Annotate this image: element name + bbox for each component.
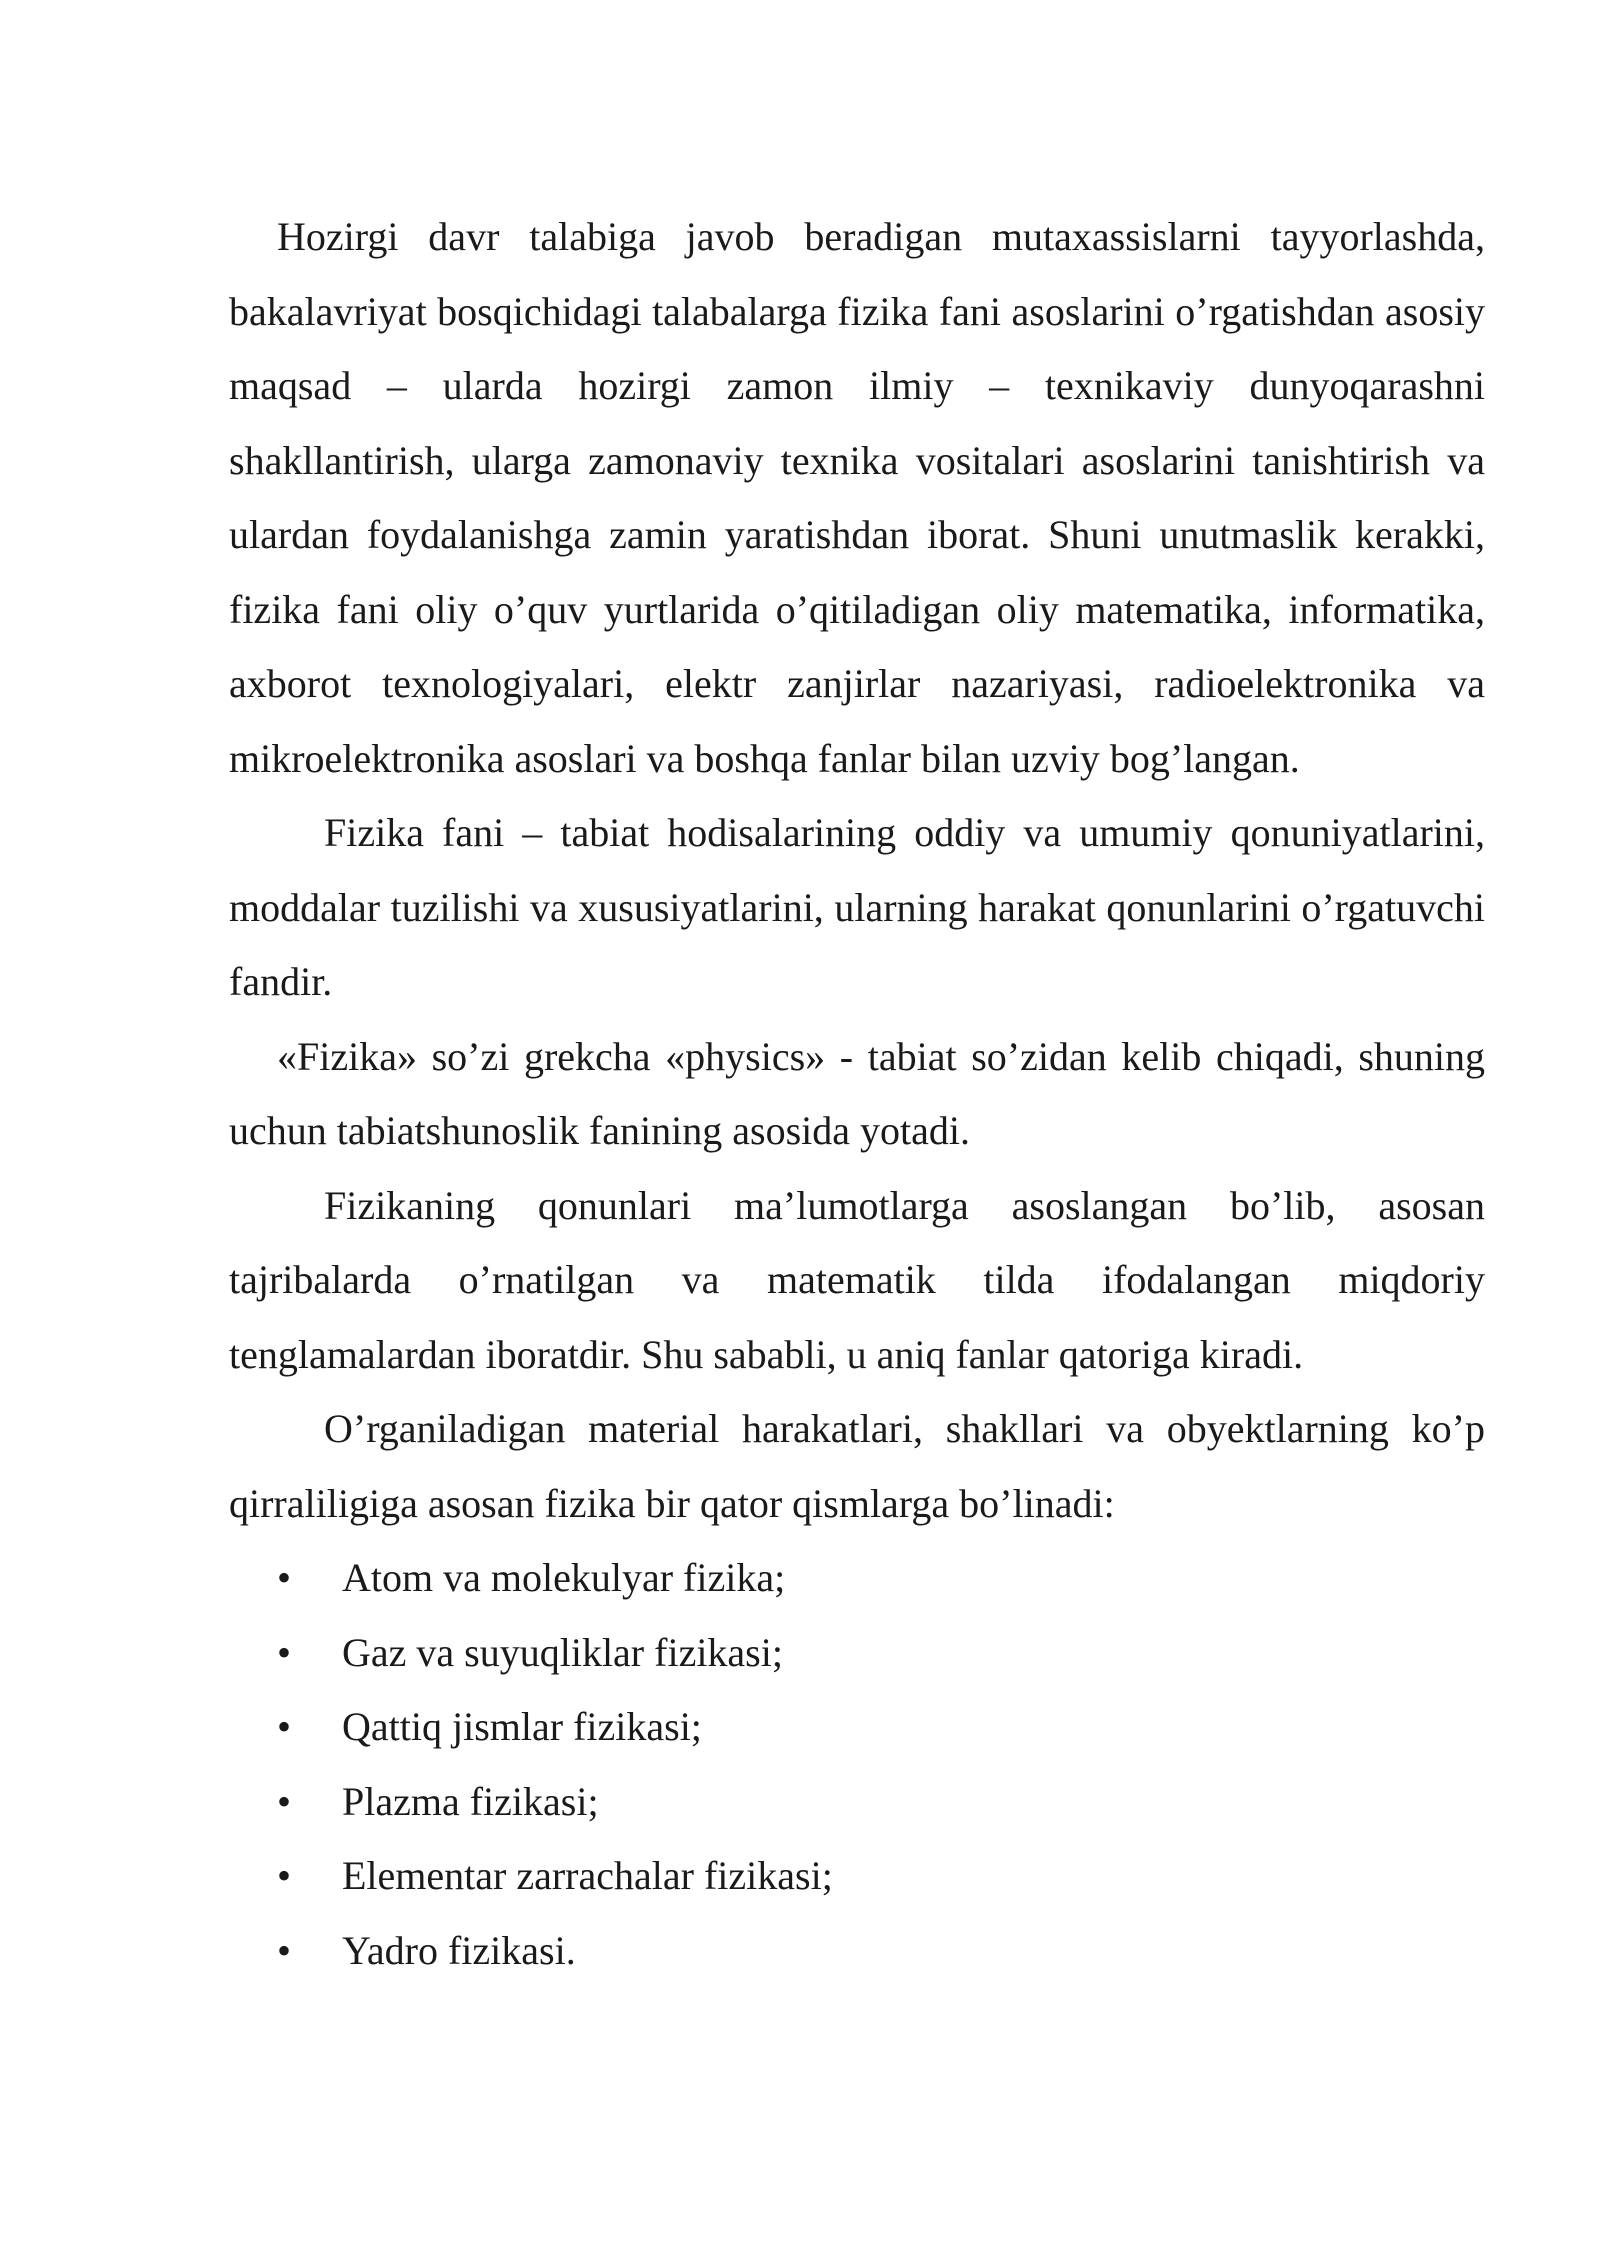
list-item [229,1839,1485,1914]
bullet-icon: • [277,1555,292,1600]
paragraph-intro: Hozirgi davr talabiga javob beradigan mutaxassislarni tayyorlashda, bakalavriyat bosqichidagi talabalarga fizika fani asoslarini o’rgatishdan asosiy maqsad – ularda hozirgi zamon ilmiy – texnikaviy dunyoqarashni shakllantirish, ularga zamonaviy texnika vositalari asoslarini tanishtirish va ulardan foydalanishga zamin yaratishdan iborat. Shuni unutmaslik kerakki, fizika fani oliy o’quv yurtlarida o’qitiladigan oliy matematika, informatika, axborot texnologiyalari, elektr zanjirlar nazariyasi, radioelektronika va mikroelektronika asoslari va boshqa fanlar bilan uzviy bog’langan. [229,214,1485,781]
paragraph-laws: Fizikaning qonunlari ma’lumotlarga asoslangan bo’lib, asosan tajribalarda o’rnatilgan va matematik tilda ifodalangan miqdoriy tenglamalardan iboratdir. Shu sababli, u aniq fanlar qatoriga kiradi. [229,1182,1485,1377]
paragraph-definition: Fizika fani – tabiat hodisalarining oddiy va umumiy qonuniyatlarini, moddalar tuzilishi va xususiyatlarini, ularning harakat qonunlarini o’rgatuvchi fandir. [229,810,1485,1004]
list-item-text: Atom va molekulyar fizika; [342,1555,786,1600]
physics-branches-list [229,1541,1485,1988]
list-item-text: Elementar zarrachalar fizikasi; [342,1853,833,1898]
bullet-icon: • [277,1853,292,1898]
bullet-icon: • [277,1704,292,1749]
list-item [229,1541,1485,1616]
list-item [229,1616,1485,1691]
bullet-icon: • [277,1629,292,1675]
paragraph-divisions: O’rganiladigan material harakatlari, shakllari va obyektlarning ko’p qirraliligiga asosan fizika bir qator qismlarga bo’linadi: [229,1406,1485,1526]
list-item-text: Yadro fizikasi. [342,1927,576,1973]
list-item-text: Plazma fizikasi; [342,1778,599,1824]
list-item [229,1914,1485,1989]
bullet-icon: • [277,1778,292,1824]
list-item-text: Qattiq jismlar fizikasi; [342,1704,702,1749]
paragraph-etymology: «Fizika» so’zi grekcha «physics» - tabiat so’zidan kelib chiqadi, shuning uchun tabiatshunoslik fanining asosida yotadi. [229,1033,1485,1153]
list-item [229,1690,1485,1765]
list-item-text: Gaz va suyuqliklar fizikasi; [342,1629,783,1675]
list-item [229,1765,1485,1840]
document-body [229,200,1485,1988]
bullet-icon: • [277,1927,292,1973]
